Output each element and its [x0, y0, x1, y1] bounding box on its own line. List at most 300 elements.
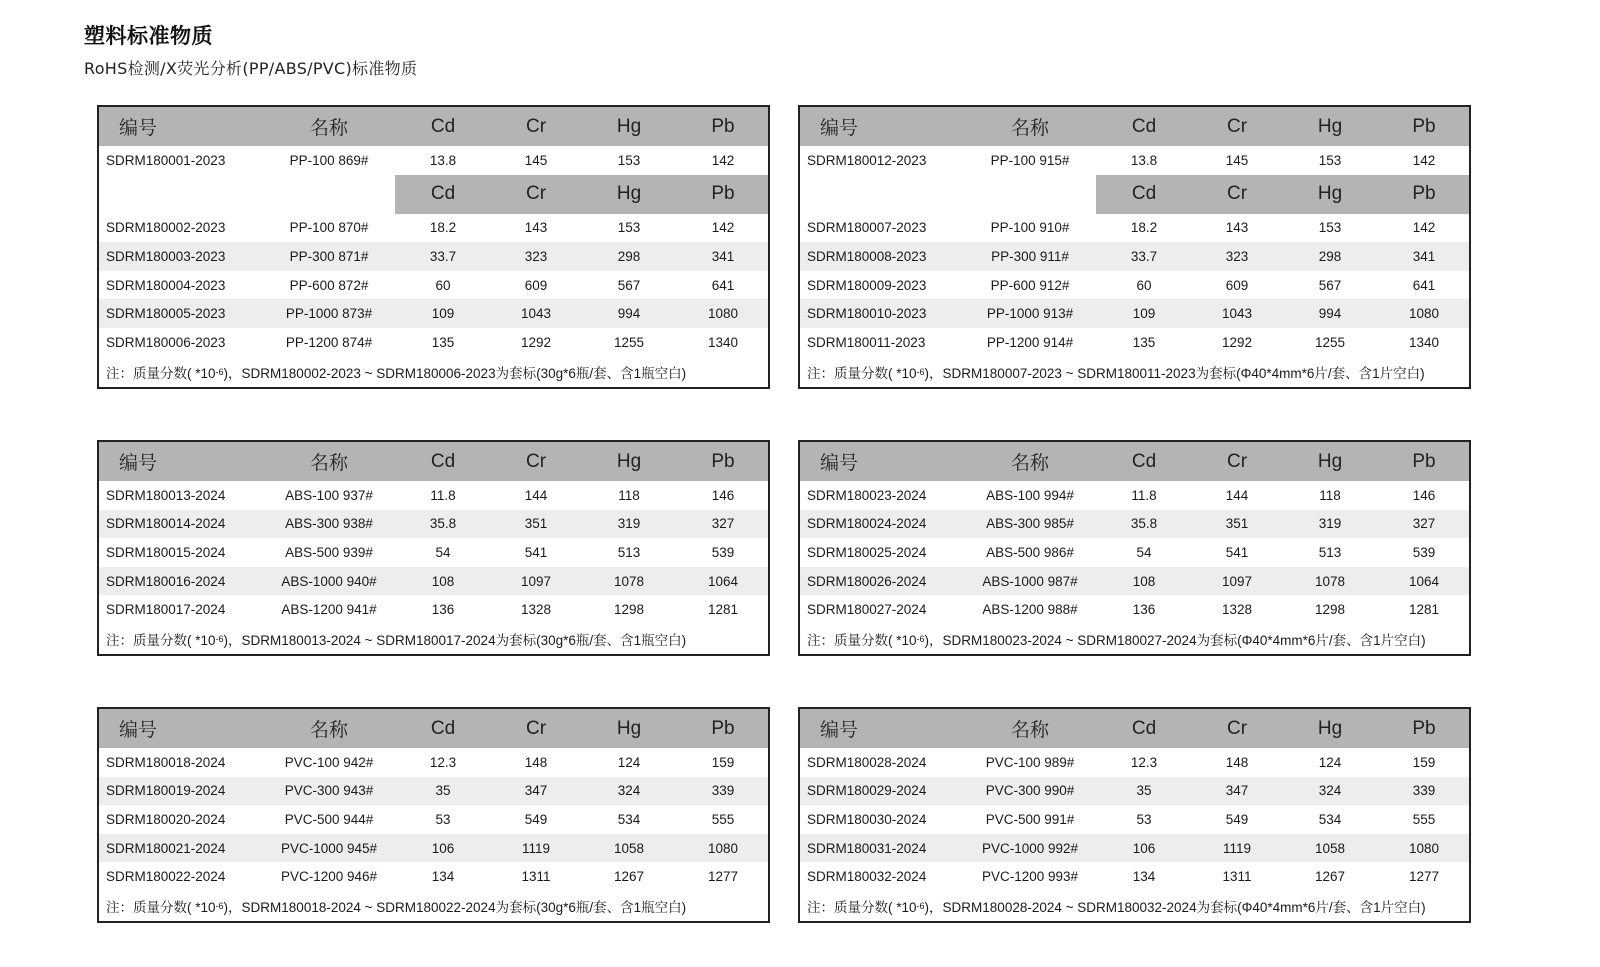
subheader-pb: Pb	[711, 183, 735, 205]
header-pb: Pb	[1412, 115, 1436, 137]
table-note	[99, 357, 768, 387]
cell-id: SDRM180032-2024	[807, 869, 927, 885]
cell-hg: 1298	[613, 602, 645, 618]
table-note	[800, 357, 1469, 387]
header-id: 编号	[820, 118, 859, 139]
cell-pb: 341	[711, 248, 735, 264]
cell-name: PVC-100 989#	[985, 754, 1075, 770]
cell-hg: 567	[617, 277, 641, 293]
table-row	[99, 805, 768, 834]
header-name: 名称	[1010, 720, 1049, 741]
cell-id: SDRM180027-2024	[807, 602, 927, 618]
cell-pb: 142	[1412, 220, 1436, 236]
cell-cr: 145	[1225, 152, 1249, 168]
cell-id: SDRM180024-2024	[807, 516, 927, 532]
cell-cd: 53	[435, 811, 451, 827]
table-abs-bottle	[97, 440, 770, 656]
cell-name: PP-300 911#	[991, 248, 1069, 264]
cell-hg: 1298	[1314, 602, 1346, 618]
cell-id: SDRM180031-2024	[807, 840, 927, 856]
subheader-cd: Cd	[430, 183, 456, 205]
cell-cr: 1292	[1221, 334, 1253, 350]
table-row	[99, 214, 768, 243]
cell-name: ABS-500 939#	[285, 544, 373, 560]
header-id: 编号	[119, 720, 158, 741]
cell-name: ABS-100 937#	[285, 487, 373, 503]
table-row	[99, 748, 768, 777]
cell-cr: 549	[1225, 811, 1249, 827]
header-cr: Cr	[1226, 717, 1248, 739]
note-exponent: -6	[916, 633, 925, 644]
header-id: 编号	[119, 118, 158, 139]
table-row	[800, 214, 1469, 243]
table-row	[99, 567, 768, 596]
cell-name: PVC-300 943#	[284, 783, 374, 799]
cell-cd: 136	[431, 602, 455, 618]
cell-cd: 109	[1132, 306, 1156, 322]
cell-hg: 1255	[1314, 334, 1346, 350]
cell-pb: 1340	[707, 334, 739, 350]
note-prefix: 注：质量分数( *10	[106, 899, 216, 915]
header-pb: Pb	[711, 450, 735, 472]
cell-id: SDRM180021-2024	[106, 840, 226, 856]
cell-cd: 12.3	[429, 754, 457, 770]
cell-pb: 146	[711, 487, 735, 503]
header-name: 名称	[309, 720, 348, 741]
cell-cr: 351	[1225, 516, 1249, 532]
cell-cd: 11.8	[430, 487, 456, 503]
cell-id: SDRM180018-2024	[106, 754, 226, 770]
subheader-hg: Hg	[1317, 183, 1343, 205]
cell-pb: 1080	[707, 306, 739, 322]
note-prefix: 注：质量分数( *10	[807, 632, 917, 648]
table-row	[99, 510, 768, 539]
cell-hg: 324	[1318, 783, 1342, 799]
cell-cr: 1311	[1222, 869, 1252, 885]
cell-cd: 13.8	[429, 152, 457, 168]
table-row	[800, 834, 1469, 863]
header-hg: Hg	[1317, 115, 1343, 137]
cell-cd: 135	[431, 334, 455, 350]
cell-cd: 60	[435, 277, 451, 293]
table-row	[800, 510, 1469, 539]
header-cd: Cd	[430, 115, 456, 137]
table-row	[800, 777, 1469, 806]
cell-cd: 134	[1132, 869, 1156, 885]
note-exponent: -6	[215, 900, 224, 911]
cell-cr: 609	[1225, 277, 1249, 293]
cell-cr: 1119	[521, 840, 551, 856]
cell-name: PP-600 912#	[990, 277, 1070, 293]
cell-name: PP-100 915#	[990, 152, 1070, 168]
subheader-pb: Pb	[1412, 183, 1436, 205]
table-row	[800, 242, 1469, 271]
table-row	[800, 595, 1469, 624]
cell-cr: 323	[524, 248, 548, 264]
header-cd: Cd	[1131, 115, 1157, 137]
table-row	[99, 481, 768, 510]
note-prefix: 注：质量分数( *10	[106, 632, 216, 648]
cell-name: PP-1000 913#	[986, 306, 1074, 322]
cell-hg: 319	[1318, 516, 1342, 532]
cell-id: SDRM180023-2024	[807, 487, 927, 503]
cell-hg: 1267	[613, 869, 645, 885]
cell-pb: 159	[1412, 754, 1436, 770]
cell-hg: 118	[618, 487, 640, 503]
cell-cr: 549	[524, 811, 548, 827]
cell-cr: 1328	[1221, 602, 1253, 618]
table-note	[99, 624, 768, 654]
cell-cd: 35.8	[429, 516, 457, 532]
cell-name: ABS-500 986#	[986, 544, 1074, 560]
cell-cd: 134	[431, 869, 455, 885]
cell-id: SDRM180009-2023	[807, 277, 927, 293]
cell-cr: 609	[524, 277, 548, 293]
cell-name: PP-100 869#	[289, 152, 369, 168]
cell-hg: 513	[1318, 544, 1342, 560]
cell-hg: 513	[617, 544, 641, 560]
cell-cd: 108	[431, 573, 455, 589]
header-id: 编号	[820, 453, 859, 474]
cell-hg: 298	[1318, 248, 1342, 264]
header-pb: Pb	[711, 717, 735, 739]
cell-pb: 1277	[707, 869, 739, 885]
cell-pb: 555	[1412, 811, 1436, 827]
cell-cr: 1097	[1221, 573, 1253, 589]
note-exponent: -6	[215, 366, 224, 377]
cell-hg: 534	[617, 811, 641, 827]
table-row	[800, 299, 1469, 328]
cell-cr: 1292	[520, 334, 552, 350]
cell-pb: 327	[711, 516, 735, 532]
cell-id: SDRM180030-2024	[807, 811, 927, 827]
table-pvc-bottle	[97, 707, 770, 923]
note-suffix: )，SDRM180023-2024 ~ SDRM180027-2024为套标(Φ40*4mm*6片/套、含1片空白)	[924, 632, 1426, 648]
cell-pb: 1281	[707, 602, 739, 618]
cell-cr: 323	[1225, 248, 1249, 264]
cell-pb: 146	[1412, 487, 1436, 503]
subheader-cr: Cr	[1226, 183, 1248, 205]
cell-hg: 124	[617, 754, 641, 770]
table-row	[800, 567, 1469, 596]
cell-hg: 1058	[613, 840, 645, 856]
header-cr: Cr	[1226, 450, 1248, 472]
cell-cd: 106	[431, 840, 455, 856]
note-exponent: -6	[916, 900, 925, 911]
cell-hg: 118	[1319, 487, 1341, 503]
cell-name: PP-100 910#	[990, 220, 1070, 236]
table-header	[800, 107, 1469, 146]
cell-cr: 351	[524, 516, 548, 532]
cell-name: PP-600 872#	[289, 277, 369, 293]
header-hg: Hg	[616, 717, 642, 739]
cell-id: SDRM180025-2024	[807, 544, 927, 560]
table-row	[99, 595, 768, 624]
cell-cr: 1043	[1221, 306, 1253, 322]
cell-pb: 339	[711, 783, 735, 799]
cell-pb: 341	[1412, 248, 1436, 264]
cell-hg: 153	[617, 220, 641, 236]
cell-id: SDRM180004-2023	[106, 277, 226, 293]
cell-pb: 641	[1412, 277, 1436, 293]
cell-pb: 1064	[1408, 573, 1440, 589]
cell-id: SDRM180022-2024	[106, 869, 226, 885]
cell-id: SDRM180007-2023	[807, 220, 927, 236]
cell-cd: 33.7	[429, 248, 457, 264]
cell-hg: 1267	[1314, 869, 1346, 885]
table-row	[800, 328, 1469, 357]
cell-name: ABS-1200 988#	[982, 602, 1078, 618]
cell-cr: 144	[1225, 487, 1249, 503]
cell-id: SDRM180026-2024	[807, 573, 927, 589]
cell-pb: 539	[1412, 544, 1436, 560]
cell-name: ABS-1000 940#	[281, 573, 377, 589]
cell-cd: 35	[1136, 783, 1152, 799]
table-row	[800, 862, 1469, 891]
cell-pb: 327	[1412, 516, 1436, 532]
cell-cd: 136	[1132, 602, 1156, 618]
header-cr: Cr	[525, 717, 547, 739]
table-row	[99, 834, 768, 863]
header-pb: Pb	[1412, 450, 1436, 472]
cell-name: ABS-1000 987#	[982, 573, 1078, 589]
cell-cr: 1328	[520, 602, 552, 618]
subheader-cd: Cd	[1131, 183, 1157, 205]
cell-name: PVC-1000 992#	[981, 840, 1079, 856]
cell-id: SDRM180020-2024	[106, 811, 226, 827]
cell-pb: 555	[711, 811, 735, 827]
table-row	[800, 748, 1469, 777]
table-row	[800, 805, 1469, 834]
note-prefix: 注：质量分数( *10	[807, 365, 917, 381]
cell-cr: 143	[1225, 220, 1249, 236]
cell-name: PP-100 870#	[289, 220, 369, 236]
cell-cd: 12.3	[1130, 754, 1158, 770]
table-pvc-disc	[798, 707, 1471, 923]
cell-pb: 1080	[1408, 306, 1440, 322]
header-name: 名称	[309, 453, 348, 474]
table-header	[99, 709, 768, 748]
header-hg: Hg	[616, 450, 642, 472]
cell-name: PVC-1000 945#	[280, 840, 378, 856]
table-row	[99, 242, 768, 271]
cell-hg: 319	[617, 516, 641, 532]
header-pb: Pb	[1412, 717, 1436, 739]
cell-cd: 18.2	[1130, 220, 1158, 236]
cell-id: SDRM180011-2023	[807, 334, 926, 350]
cell-pb: 1080	[1408, 840, 1440, 856]
header-hg: Hg	[616, 115, 642, 137]
table-header	[800, 709, 1469, 748]
cell-cd: 109	[431, 306, 455, 322]
note-suffix: )，SDRM180002-2023 ~ SDRM180006-2023为套标(30g*6瓶/套、含1瓶空白)	[223, 365, 687, 381]
table-subheader	[800, 175, 1469, 214]
cell-hg: 1078	[1314, 573, 1346, 589]
cell-name: PVC-500 944#	[284, 811, 374, 827]
cell-hg: 994	[617, 306, 641, 322]
table-row	[800, 146, 1469, 175]
header-id: 编号	[820, 720, 859, 741]
cell-id: SDRM180012-2023	[807, 152, 927, 168]
cell-cd: 35.8	[1130, 516, 1158, 532]
cell-cd: 108	[1132, 573, 1156, 589]
table-row	[99, 328, 768, 357]
cell-name: PVC-1200 993#	[981, 869, 1079, 885]
header-hg: Hg	[1317, 450, 1343, 472]
table-row	[800, 481, 1469, 510]
header-name: 名称	[1010, 118, 1049, 139]
cell-cd: 33.7	[1130, 248, 1158, 264]
cell-cr: 1043	[520, 306, 552, 322]
cell-pb: 339	[1412, 783, 1436, 799]
cell-hg: 124	[1318, 754, 1342, 770]
cell-hg: 324	[617, 783, 641, 799]
table-row	[99, 271, 768, 300]
cell-hg: 1255	[613, 334, 645, 350]
cell-hg: 1078	[613, 573, 645, 589]
subheader-cr: Cr	[525, 183, 547, 205]
cell-name: ABS-300 985#	[986, 516, 1074, 532]
table-abs-disc	[798, 440, 1471, 656]
cell-hg: 1058	[1314, 840, 1346, 856]
cell-id: SDRM180028-2024	[807, 754, 927, 770]
cell-hg: 153	[1318, 152, 1342, 168]
cell-hg: 298	[617, 248, 641, 264]
cell-pb: 641	[711, 277, 735, 293]
cell-id: SDRM180008-2023	[807, 248, 927, 264]
cell-pb: 142	[1412, 152, 1436, 168]
cell-cr: 347	[524, 783, 548, 799]
cell-id: SDRM180003-2023	[106, 248, 226, 264]
cell-cr: 1119	[1222, 840, 1252, 856]
table-row	[99, 299, 768, 328]
cell-cr: 1097	[520, 573, 552, 589]
note-exponent: -6	[916, 366, 925, 377]
cell-cr: 1311	[521, 869, 551, 885]
cell-name: PP-1200 914#	[986, 334, 1074, 350]
cell-name: PVC-1200 946#	[280, 869, 378, 885]
cell-id: SDRM180016-2024	[106, 573, 226, 589]
cell-cd: 54	[435, 544, 451, 560]
cell-id: SDRM180010-2023	[807, 306, 927, 322]
cell-hg: 153	[1318, 220, 1342, 236]
cell-id: SDRM180014-2024	[106, 516, 226, 532]
cell-cd: 35	[435, 783, 451, 799]
cell-pb: 1080	[707, 840, 739, 856]
cell-pb: 1281	[1408, 602, 1440, 618]
header-hg: Hg	[1317, 717, 1343, 739]
cell-cd: 53	[1136, 811, 1152, 827]
cell-pb: 142	[711, 220, 735, 236]
cell-pb: 1277	[1408, 869, 1440, 885]
table-pp-disc	[798, 105, 1471, 389]
note-suffix: )，SDRM180007-2023 ~ SDRM180011-2023为套标(Φ40*4mm*6片/套、含1片空白)	[924, 365, 1425, 381]
header-id: 编号	[119, 453, 158, 474]
header-name: 名称	[1010, 453, 1049, 474]
cell-cd: 106	[1132, 840, 1156, 856]
table-note	[800, 891, 1469, 921]
header-cr: Cr	[525, 115, 547, 137]
cell-cr: 148	[524, 754, 548, 770]
cell-name: ABS-1200 941#	[281, 602, 377, 618]
cell-id: SDRM180005-2023	[106, 306, 226, 322]
cell-cd: 135	[1132, 334, 1156, 350]
cell-pb: 159	[711, 754, 735, 770]
table-row	[99, 777, 768, 806]
cell-name: ABS-100 994#	[986, 487, 1074, 503]
header-cr: Cr	[1226, 115, 1248, 137]
page-subtitle: RoHS检测/X荧光分析(PP/ABS/PVC)标准物质	[84, 59, 418, 78]
cell-cr: 143	[524, 220, 548, 236]
header-cr: Cr	[525, 450, 547, 472]
cell-pb: 142	[711, 152, 735, 168]
cell-pb: 539	[711, 544, 735, 560]
cell-cd: 11.8	[1131, 487, 1157, 503]
cell-name: PVC-500 991#	[985, 811, 1075, 827]
header-cd: Cd	[1131, 450, 1157, 472]
cell-cd: 54	[1136, 544, 1152, 560]
header-pb: Pb	[711, 115, 735, 137]
note-suffix: )，SDRM180018-2024 ~ SDRM180022-2024为套标(30g*6瓶/套、含1瓶空白)	[223, 899, 687, 915]
cell-cr: 148	[1225, 754, 1249, 770]
table-row	[800, 271, 1469, 300]
cell-cr: 144	[524, 487, 548, 503]
header-cd: Cd	[430, 717, 456, 739]
note-exponent: -6	[215, 633, 224, 644]
cell-id: SDRM180015-2024	[106, 544, 226, 560]
cell-pb: 1064	[707, 573, 739, 589]
note-suffix: )，SDRM180028-2024 ~ SDRM180032-2024为套标(Φ40*4mm*6片/套、含1片空白)	[924, 899, 1426, 915]
table-pp-bottle	[97, 105, 770, 389]
cell-name: PP-1200 874#	[285, 334, 373, 350]
cell-id: SDRM180029-2024	[807, 783, 927, 799]
cell-name: PP-300 871#	[289, 248, 369, 264]
cell-cr: 541	[1225, 544, 1249, 560]
cell-cd: 18.2	[429, 220, 457, 236]
cell-id: SDRM180019-2024	[106, 783, 226, 799]
cell-id: SDRM180006-2023	[106, 334, 226, 350]
table-header	[800, 442, 1469, 481]
cell-pb: 1340	[1408, 334, 1440, 350]
cell-hg: 994	[1318, 306, 1342, 322]
note-prefix: 注：质量分数( *10	[807, 899, 917, 915]
table-header	[99, 107, 768, 146]
table-subheader	[99, 175, 768, 214]
cell-name: PVC-300 990#	[985, 783, 1075, 799]
table-note	[800, 624, 1469, 654]
cell-hg: 534	[1318, 811, 1342, 827]
table-note	[99, 891, 768, 921]
table-header	[99, 442, 768, 481]
table-row	[99, 538, 768, 567]
cell-cr: 145	[524, 152, 548, 168]
cell-id: SDRM180001-2023	[106, 152, 226, 168]
cell-id: SDRM180017-2024	[106, 602, 226, 618]
cell-name: PVC-100 942#	[284, 754, 374, 770]
cell-cd: 60	[1136, 277, 1152, 293]
cell-cr: 347	[1225, 783, 1249, 799]
header-cd: Cd	[1131, 717, 1157, 739]
table-row	[99, 146, 768, 175]
cell-hg: 153	[617, 152, 641, 168]
cell-name: PP-1000 873#	[285, 306, 373, 322]
subheader-hg: Hg	[616, 183, 642, 205]
cell-id: SDRM180013-2024	[106, 487, 226, 503]
header-name: 名称	[309, 118, 348, 139]
cell-cd: 13.8	[1130, 152, 1158, 168]
table-row	[99, 862, 768, 891]
note-prefix: 注：质量分数( *10	[106, 365, 216, 381]
